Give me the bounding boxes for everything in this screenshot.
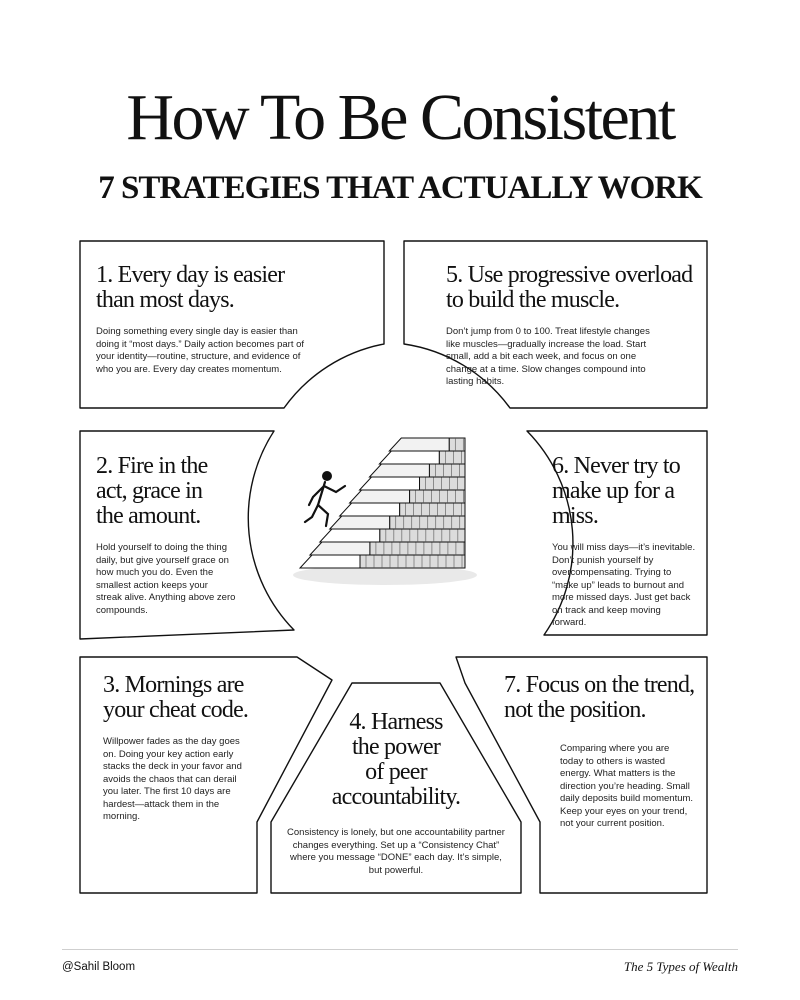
- strategy-card-7: [504, 673, 704, 831]
- stair-step: [379, 451, 439, 464]
- strategy-7-heading: 7. Focus on the trend, not the position.: [504, 672, 695, 723]
- strategy-3-heading: 3. Mornings are your cheat code.: [103, 672, 249, 723]
- staircase-illustration: [293, 438, 477, 585]
- climbing-person-icon: [305, 471, 345, 526]
- stair-step: [300, 555, 360, 568]
- stair-side: [420, 477, 465, 490]
- stair-side: [360, 555, 465, 568]
- strategy-2-heading: 2. Fire in the act, grace in the amount.: [96, 453, 208, 529]
- strategy-4-heading: 4. Harness the power of peer accountability.: [331, 709, 461, 810]
- author-handle: @Sahil Bloom: [62, 961, 136, 973]
- strategy-card-1: [96, 263, 366, 376]
- strategy-card-5: [446, 263, 701, 389]
- strategy-5-heading: 5. Use progressive overload to build the muscle.: [446, 262, 693, 313]
- footer-divider: [62, 949, 738, 950]
- strategy-3-body: Willpower fades as the day goes on. Doing your key action early stacks the deck in your favor and avoids the chaos that can derail you later. The first 10 days are hardest—attack them in the morning.: [103, 736, 242, 822]
- stair-step: [340, 503, 400, 516]
- stair-side: [390, 516, 465, 529]
- stair-step: [320, 529, 380, 542]
- stair-side: [449, 438, 465, 451]
- strategy-7-body: Comparing where you are today to others is wasted energy. What matters is the direction you’re heading. Small daily deposits build momentum. Keep your eyes on your trend, not your current position.: [560, 743, 694, 829]
- strategy-card-3: [103, 673, 273, 824]
- page-title: How To Be Consistent: [126, 81, 674, 154]
- stair-side: [380, 529, 465, 542]
- page-subtitle: 7 STRATEGIES THAT ACTUALLY WORK: [98, 170, 702, 206]
- stair-side: [400, 503, 465, 516]
- stair-step: [350, 490, 410, 503]
- strategy-6-body: You will miss days—it’s inevitable. Don’t punish yourself by overcompensating. Trying to “make up” leads to burnout and more missed days. Just get back on track and keep moving forward.: [552, 542, 696, 628]
- stair-step: [360, 477, 420, 490]
- stair-step: [389, 438, 449, 451]
- stair-side: [410, 490, 465, 503]
- strategy-card-6: [552, 454, 702, 630]
- strategy-6-heading: 6. Never try to make up for a miss.: [552, 453, 680, 529]
- stair-step: [330, 516, 390, 529]
- strategy-card-2: [96, 454, 271, 617]
- strategy-card-4: [276, 710, 516, 877]
- stair-step: [310, 542, 370, 555]
- strategy-1-body: Doing something every single day is easier than doing it “most days.” Daily action becomes part of your identity—routine, structure, and evidence of who you are. Every day creates momentum.: [96, 326, 305, 375]
- strategy-4-body: Consistency is lonely, but one accountability partner changes everything. Set up a “Consistency Chat” where you message “DONE” each day. It’s simple, but powerful.: [287, 827, 505, 876]
- strategy-1-heading: 1. Every day is easier than most days.: [96, 262, 285, 313]
- brand-logo: The 5 Types of Wealth: [623, 959, 738, 974]
- strategy-2-body: Hold yourself to doing the thing daily, but give yourself grace on how much you do. Even the smallest action keeps your streak alive. Anything above zero compounds.: [96, 542, 236, 616]
- strategy-5-body: Don’t jump from 0 to 100. Treat lifestyle changes like muscles—gradually increase the load. Start small, add a bit each week, and focus on one change at a time. Slow changes compound into lasting habits.: [446, 326, 650, 387]
- stair-step: [369, 464, 429, 477]
